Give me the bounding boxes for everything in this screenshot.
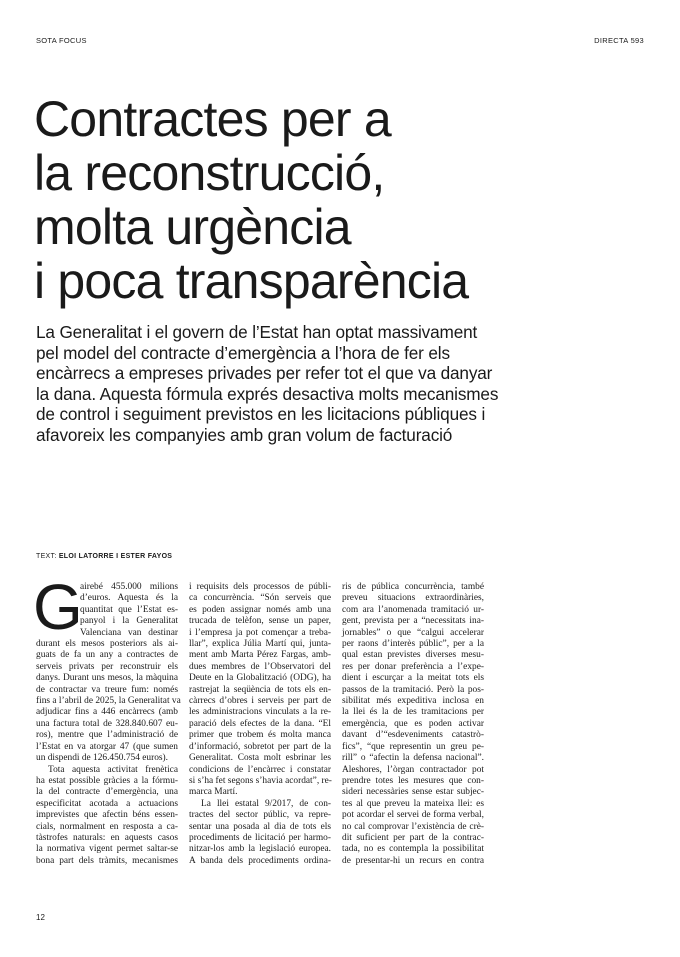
body-line: la del contracte d’emergència, una: [36, 787, 178, 798]
body-line: ha estat possible gràcies a la fórmu-: [36, 775, 178, 786]
page-number: 12: [36, 913, 45, 922]
body-line: ros), mentre que l’administració de: [36, 730, 178, 741]
body-line: adjudicar fins a 446 encàrrecs (amb: [36, 707, 178, 718]
byline-authors: ELOI LATORRE I ESTER FAYOS: [58, 553, 173, 560]
body-line: Aleshores, l’òrgan contractador pot: [342, 764, 484, 775]
standfirst-line: encàrrecs a empreses privades per refer tot el que va danyar: [36, 363, 493, 383]
body-line: es poden assignar només amb una: [189, 604, 331, 615]
body-line: durant els mesos posteriors als ai-: [36, 639, 178, 650]
body-line: com ara l’anomenada tramitació ur-: [342, 604, 484, 615]
body-line: i requisits dels processos de públi-: [189, 582, 331, 592]
byline-label: TEXT:: [36, 553, 57, 560]
body-line: preveu situacions extraordinàries,: [342, 593, 484, 604]
headline-line: la reconstrucció,: [34, 145, 385, 201]
body-line: dues membres de l’Observatori del: [189, 661, 331, 672]
headline-line: molta urgència: [34, 199, 351, 255]
body-line: dit suficient per part de la contrac-: [342, 832, 484, 843]
standfirst-line: afavoreix les companyies amb gran volum de facturació: [36, 424, 453, 445]
body-line: sibilitat més expeditiva inclosa en: [342, 696, 484, 707]
standfirst-line: de control i seguiment previstos en les licitacions públiques i: [36, 404, 486, 424]
body-line: nitzar-los amb la legislació europea.: [189, 844, 331, 855]
body-line: airebé 455.000 milions: [80, 582, 178, 592]
body-line: fins a l’abril de 2025, la Generalitat va: [36, 696, 181, 707]
body-line: La llei estatal 9/2017, de con-: [201, 798, 331, 809]
body-line: fics”, “que representin un greu pe-: [342, 741, 484, 752]
body-line: A banda dels procediments ordina-: [189, 855, 331, 866]
body-line: Tota aquesta activitat frenètica: [48, 764, 178, 775]
body-line: d’euros. Aquesta és la: [80, 593, 178, 604]
body-line: condicions de l’encàrrec i constatar: [189, 764, 331, 775]
body-line: quantitat que l’Estat es-: [80, 604, 178, 615]
body-line: Deute en la Globalització (ODG), ha: [189, 673, 331, 684]
section-label: SOTA FOCUS: [36, 36, 87, 45]
body-line: Generalitat. Costa molt esbrinar les: [189, 753, 331, 764]
body-line: de contractar va treure fum: només: [36, 684, 178, 695]
standfirst-line: la dana. Aquesta fórmula exprés desactiva molts mecanismes: [36, 383, 499, 404]
body-line: d’informació, sobretot per part de la: [189, 741, 331, 752]
body-line: trucada de telèfon, sense un paper,: [189, 616, 331, 627]
body-line: i l’empresa ja pot començar a treba-: [189, 627, 331, 638]
body-line: l’Estat en va atorgar 47 (que sumen: [36, 741, 178, 752]
body-line: gent, prevista per a “necessitats ina-: [342, 616, 484, 627]
body-line: tes al que preveu la mateixa llei: es: [342, 798, 484, 809]
body-line: prendre totes les mesures que con-: [342, 775, 484, 786]
body-line: un dispendi de 126.450.754 euros).: [36, 753, 169, 764]
body-line: la normativa vigent permet saltar-se: [36, 844, 178, 855]
body-line: panyol i la Generalitat: [80, 616, 178, 627]
body-line: per raons d’interès públic”, per a la: [342, 639, 484, 650]
body-line: jornables” o que “calgui accelerar: [342, 627, 484, 638]
body-line: rastrejat la seqüència de tots els en-: [189, 684, 331, 695]
body-line: ment amb Marta Pérez Fargas, amb-: [189, 650, 331, 661]
body-line: les administracions vinculats a la re-: [189, 707, 331, 718]
body-line: tractes del sector públic, va repre-: [189, 810, 331, 821]
body-line: de presentar-hi un recurs en contra: [342, 855, 484, 866]
body-line: primer que trobem és molta manca: [189, 730, 331, 741]
body-line: marca Martí.: [189, 787, 238, 798]
body-line: ris de pública concurrència, també: [342, 582, 484, 592]
body-line: cials, normalment en resposta a ca-: [36, 821, 178, 832]
body-line: sideri necessàries sense estar subjec-: [342, 787, 484, 798]
body-line: si s’ha fet segons s’havia acordat”, re-: [189, 775, 332, 786]
headline-line: Contractes per a: [34, 91, 391, 147]
standfirst-line: La Generalitat i el govern de l’Estat han optat massivament: [36, 322, 478, 342]
body-line: procediments de licitació per harmo-: [189, 832, 331, 843]
body-column-2: [189, 582, 331, 867]
byline: [36, 553, 172, 560]
body-column-1: [36, 582, 181, 867]
body-line: no cal comprovar l’existència de crè-: [342, 821, 484, 832]
body-line: la llei és la de les tramitacions per: [342, 707, 484, 718]
body-line: tada, no es contempla la possibilitat: [342, 844, 484, 855]
issue-label: DIRECTA 593: [594, 36, 644, 45]
body-line: imprevistes que afectin béns essen-: [36, 810, 178, 821]
body-line: especificitat acotada a actuacions: [36, 798, 178, 809]
body-line: davant d’“esdeveniments catastrò-: [342, 730, 484, 741]
body-line: llar”, explica Júlia Martí qui, junta-: [189, 639, 331, 650]
body-line: càrrecs d’obres i serveis per part de: [189, 696, 331, 707]
body-line: una factura total de 328.840.607 eu-: [36, 718, 178, 729]
body-line: guats de fa un any a contractes de: [36, 650, 178, 661]
body-line: pot acordar el servei de forma verbal,: [342, 810, 484, 821]
body-line: Valenciana van destinar: [80, 627, 178, 638]
body-line: passos de la tramitació. Però la pos-: [342, 684, 484, 695]
body-line: bona part dels tràmits, mecanismes: [36, 855, 178, 866]
article-standfirst: [36, 322, 646, 445]
body-line: sentar una posada al dia de tots els: [189, 821, 331, 832]
body-line: serveis privats per reconstruir els: [36, 661, 178, 672]
body-line: ca concurrència. “Són serveis que: [189, 593, 331, 604]
body-column-3: [342, 582, 484, 867]
body-line: dient i escurçar a la meitat tots els: [342, 673, 484, 684]
standfirst-line: pel model del contracte d’emergència a l’hora de fer els: [36, 342, 450, 363]
body-line: rill” o “afectin la defensa nacional”.: [342, 753, 484, 764]
article-headline: [34, 92, 654, 308]
body-line: paració dels efectes de la dana. “El: [189, 718, 331, 729]
body-line: tàstrofes naturals: en aquests casos: [36, 832, 178, 843]
body-line: qual estan previstes diverses mesu-: [342, 650, 484, 661]
body-line: emergència, que es poden activar: [342, 718, 484, 729]
headline-line: i poca transparència: [34, 253, 469, 309]
body-line: danys. Durant uns mesos, la màquina: [36, 673, 178, 684]
body-line: res per donar preferència a l’expe-: [342, 661, 484, 672]
drop-cap: G: [33, 571, 83, 643]
